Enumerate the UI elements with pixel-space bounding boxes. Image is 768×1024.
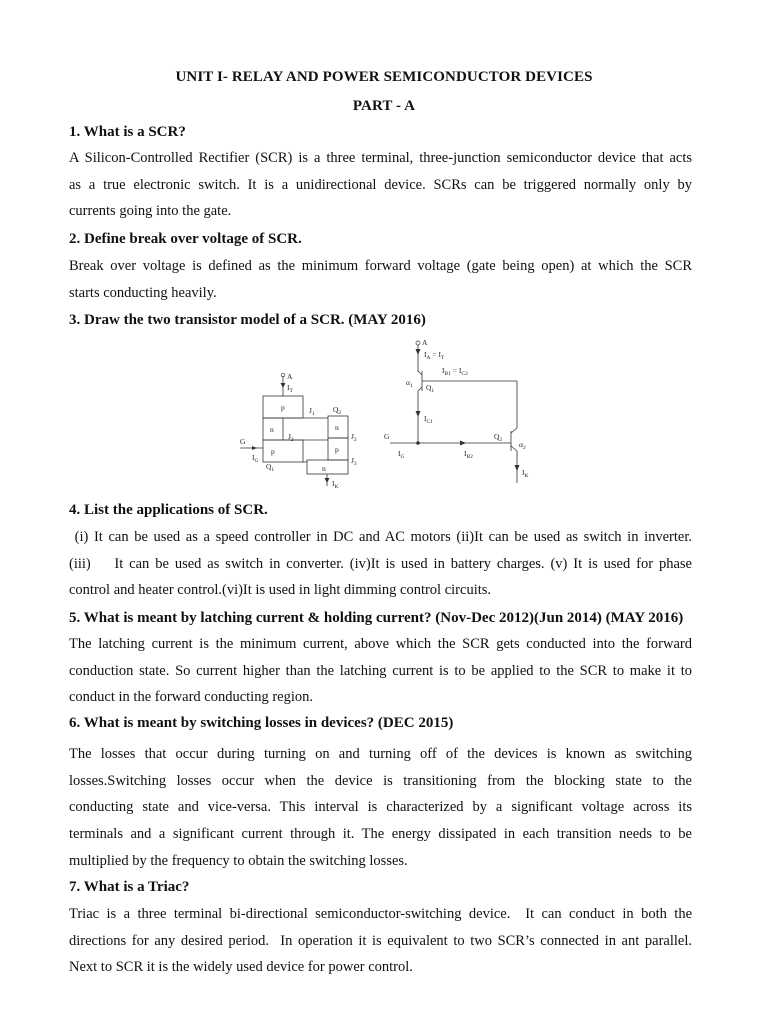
collector1-current-label: I: [424, 414, 427, 423]
gate-current-sub: G: [254, 458, 259, 464]
alpha1-label: α: [406, 378, 410, 387]
transistor-q2-sub: 2: [338, 410, 342, 416]
question-3-heading: 3. Draw the two transistor model of a SCR. (MAY 2016): [69, 312, 426, 328]
answer-6-line: conducting state and vice-versa. This interval is characterized by a significant voltage across its: [69, 799, 692, 816]
answer-2: [69, 253, 692, 306]
question-7-heading: 7. What is a Triac?: [69, 879, 190, 895]
alpha2-label: α: [519, 440, 523, 449]
unit-title: UNIT I- RELAY AND POWER SEMICONDUCTOR DEVICES: [175, 69, 593, 85]
svg-text:J2: [288, 432, 294, 443]
question-2-heading: 2. Define break over voltage of SCR.: [69, 231, 302, 247]
junction-j2-right-sub: 2: [353, 437, 357, 443]
cathode-current-sub: K: [524, 473, 529, 479]
anode-current-eq: = I: [430, 350, 441, 359]
svg-text:α1: [406, 378, 413, 389]
answer-4-line: (iii) It can be used as switch in converter. (iv)It is used in battery charges. (v) It is used for phase: [69, 555, 692, 572]
svg-text:J3: [351, 456, 357, 467]
gate-label: G: [240, 437, 246, 446]
junction-j1-sub: 1: [311, 411, 315, 417]
transistor-q2-sub: 2: [499, 437, 503, 443]
layer-n-bottom: n: [322, 464, 326, 473]
answer-5-line: The latching current is the minimum current, above which the SCR gets conducted into the forward: [69, 636, 692, 652]
question-5-heading: 5. What is meant by latching current & holding current? (Nov-Dec 2012)(Jun 2014) (MAY 2016): [69, 610, 684, 626]
alpha2-sub: 2: [522, 445, 526, 451]
svg-text:Q2: [494, 432, 502, 443]
svg-text:α2: [519, 440, 526, 451]
junction-j3-label: J: [351, 456, 354, 465]
question-6-heading: 6. What is meant by switching losses in devices? (DEC 2015): [69, 715, 454, 731]
anode-current-sub: T: [289, 388, 293, 394]
svg-text:IB1 = IC2: [442, 366, 468, 377]
layer-p-left: p: [271, 447, 275, 456]
gate-current-label: I: [398, 449, 401, 458]
answer-4: [69, 524, 692, 604]
transistor-q1-sub: 1: [271, 467, 275, 473]
alpha1-sub: 1: [409, 383, 413, 389]
svg-text:J1: [309, 406, 315, 417]
base1-current-sub: B1: [444, 371, 451, 377]
answer-6-line: losses.Switching losses occur when the device is transitioning from the blocking state to the: [69, 772, 692, 789]
junction-j2-right-label: J: [351, 432, 354, 441]
junction-j3-sub: 3: [353, 461, 357, 467]
svg-text:Q1: [266, 462, 274, 473]
transistor-q1-sub: 1: [431, 388, 435, 394]
answer-6-line: multiplied by the frequency to obtain the switching losses.: [69, 852, 408, 869]
answer-2-line: starts conducting heavily.: [69, 284, 217, 301]
answer-5-line: conduct in the forward conducting region.: [69, 689, 314, 706]
transistor-q1-label: Q: [266, 462, 272, 471]
svg-text:IT: [287, 383, 294, 394]
answer-1: [69, 145, 692, 225]
svg-text:IC1: [424, 414, 433, 425]
anode-label: A: [287, 372, 293, 381]
answer-1-line: currents going into the gate.: [69, 203, 232, 220]
svg-text:J2: [351, 432, 357, 443]
svg-text:IA = IT: [424, 350, 445, 361]
question-1-heading: 1. What is a SCR?: [69, 124, 186, 140]
anode-label: A: [422, 338, 428, 347]
layer-p-top: p: [281, 403, 285, 412]
answer-7: [69, 901, 692, 981]
answer-7-line: directions for any desired period. In operation it is equivalent to two SCR’s connected in ant parallel.: [69, 932, 692, 949]
answer-6-line: terminals and a significant current through it. The energy dissipated in each transition needs to be: [69, 826, 692, 843]
answer-7-line: Next to SCR it is the widely used device for power control.: [69, 959, 413, 976]
svg-text:IK: [332, 479, 339, 488]
answer-6: [69, 741, 692, 875]
svg-text:IG: [252, 453, 259, 464]
collector2-current-sub: C2: [461, 371, 468, 377]
layer-n-left: n: [270, 425, 274, 434]
anode-current-sub: A: [426, 355, 431, 361]
gate-label: G: [384, 432, 390, 441]
junction-j2-left-label: J: [288, 432, 291, 441]
base1-current-eq: = I: [450, 366, 462, 375]
base2-current-label: I: [464, 449, 467, 458]
layer-p-right: p: [335, 445, 339, 454]
answer-6-line: The losses that occur during turning on and turning off of the devices is known as switching: [69, 746, 692, 762]
layer-n-right: n: [335, 423, 339, 432]
base1-current-label: I: [442, 366, 445, 375]
cathode-current-label: I: [522, 468, 525, 477]
svg-text:IG: [398, 449, 405, 460]
answer-5: [69, 631, 692, 711]
svg-text:Q2: [333, 405, 341, 416]
answer-1-line: as a true electronic switch. It is a unidirectional device. SCRs can be triggered normally only by: [69, 176, 692, 193]
gate-current-sub: G: [400, 454, 405, 460]
scr-layer-diagram: [230, 368, 370, 488]
answer-2-line: Break over voltage is defined as the minimum forward voltage (gate being open) at which the SCR: [69, 258, 692, 274]
transistor-q1-label: Q: [426, 383, 432, 392]
transistor-q2-label: Q: [494, 432, 500, 441]
answer-5-line: conduction state. So current higher than the latching current is to be applied to the SCR to make it to: [69, 662, 692, 679]
base2-current-sub: B2: [466, 454, 473, 460]
transistor-q2-label: Q: [333, 405, 339, 414]
answer-4-line: control and heater control.(vi)It is used in light dimming control circuits.: [69, 582, 492, 599]
question-4-heading: 4. List the applications of SCR.: [69, 502, 268, 518]
answer-7-line: Triac is a three terminal bi-directional semiconductor-switching device. It can conduct in both the: [69, 906, 692, 922]
svg-text:IB2: [464, 449, 473, 460]
total-current-sub: T: [440, 355, 445, 361]
anode-current-label: I: [287, 383, 290, 392]
answer-1-line: A Silicon-Controlled Rectifier (SCR) is a three terminal, three-junction semiconductor device that acts: [69, 150, 692, 166]
cathode-current-label: I: [332, 479, 335, 488]
cathode-current-sub: K: [334, 484, 339, 488]
answer-4-line: (i) It can be used as a speed controller in DC and AC motors (ii)It can be used as switch in inverter.: [69, 529, 692, 545]
junction-j2-left-sub: 2: [290, 437, 294, 443]
collector1-current-sub: C1: [426, 419, 433, 425]
svg-text:IK: [522, 468, 529, 479]
anode-current-label: I: [424, 350, 427, 359]
junction-j1-label: J: [309, 406, 312, 415]
two-transistor-circuit-diagram: [378, 335, 548, 487]
part-title: PART - A: [352, 98, 416, 114]
gate-current-label: I: [252, 453, 255, 462]
svg-text:Q1: [426, 383, 434, 394]
